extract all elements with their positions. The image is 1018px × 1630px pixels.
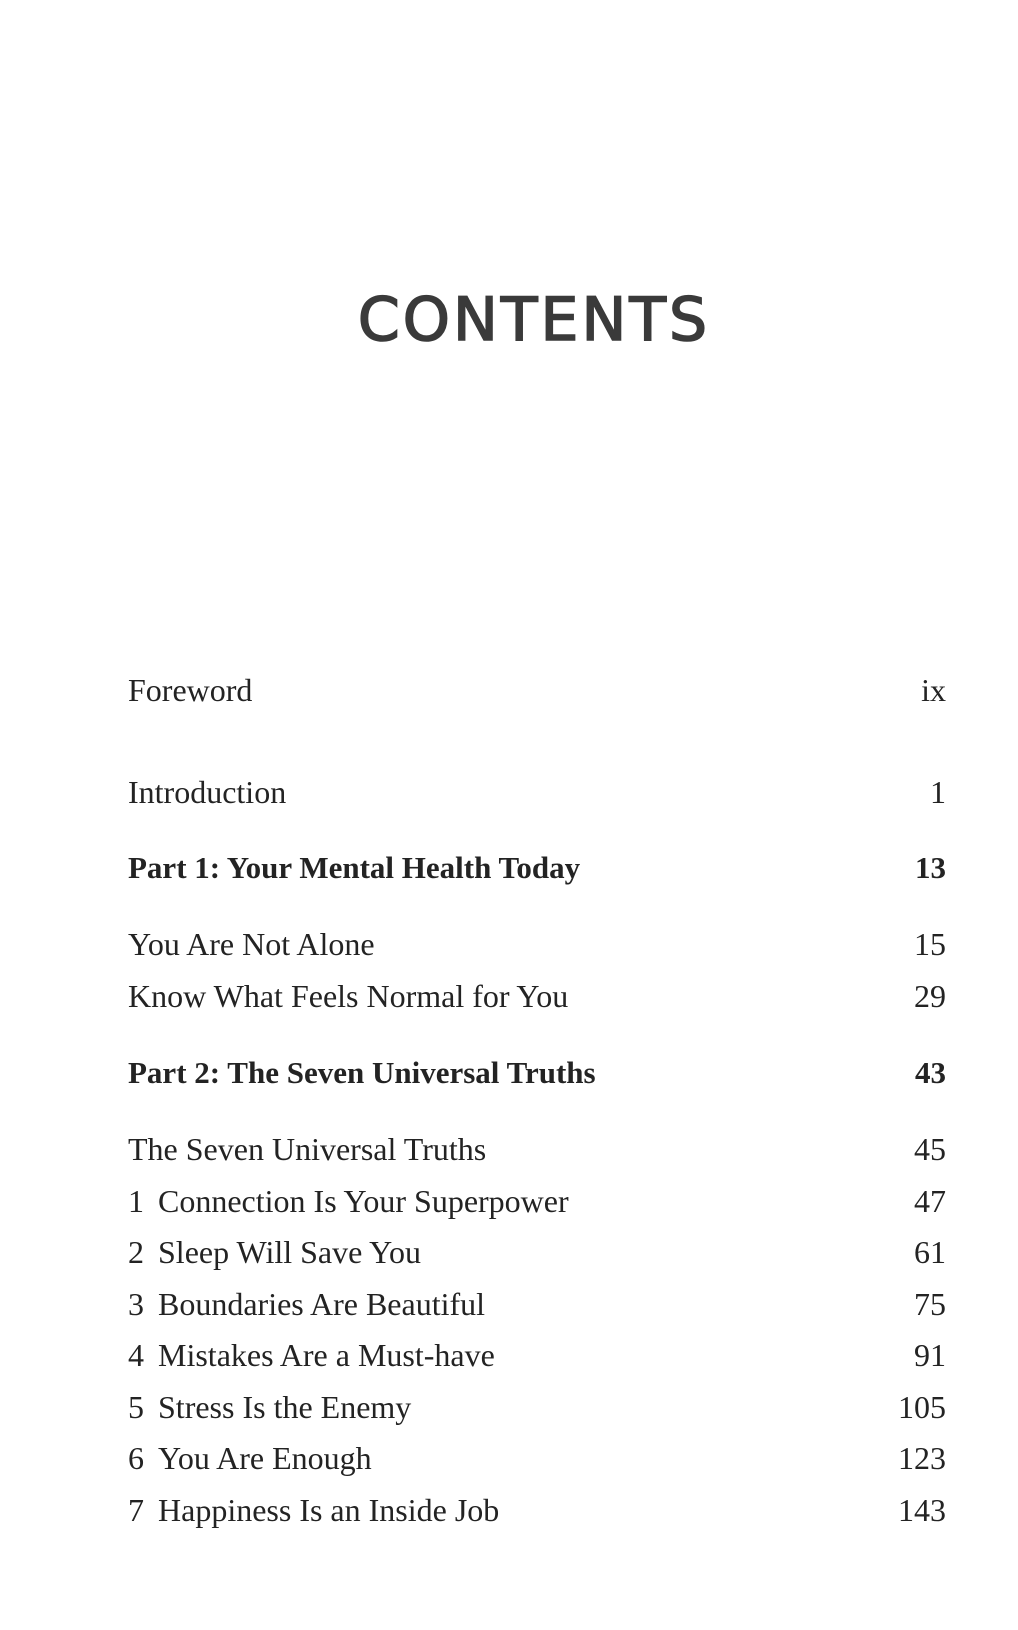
chapter-number: 7 bbox=[128, 1492, 144, 1528]
toc-entry bbox=[128, 976, 946, 1016]
chapter-number: 4 bbox=[128, 1337, 144, 1373]
toc-part-2 bbox=[128, 1053, 946, 1093]
toc-entry-page: 75 bbox=[914, 1286, 946, 1322]
toc-chapter bbox=[128, 1438, 946, 1478]
toc-part-1 bbox=[128, 848, 946, 888]
toc-entry-label: Stress Is the Enemy bbox=[158, 1389, 412, 1425]
toc-entry-page: 143 bbox=[898, 1492, 946, 1528]
toc-entry-label: The Seven Universal Truths bbox=[128, 1131, 487, 1167]
chapter-number: 2 bbox=[128, 1234, 144, 1270]
toc-chapter bbox=[128, 1232, 946, 1272]
table-of-contents bbox=[128, 0, 946, 1630]
toc-entry-label: Introduction bbox=[128, 774, 287, 810]
toc-entry-label: Sleep Will Save You bbox=[158, 1234, 422, 1270]
toc-entry-page: 1 bbox=[930, 774, 946, 810]
toc-entry-page: 15 bbox=[914, 926, 946, 962]
toc-entry-label: You Are Not Alone bbox=[128, 926, 375, 962]
chapter-number: 3 bbox=[128, 1286, 144, 1322]
toc-part-label: Part 1: Your Mental Health Today bbox=[128, 850, 581, 885]
toc-entry-label: Know What Feels Normal for You bbox=[128, 978, 569, 1014]
toc-entry bbox=[128, 1129, 946, 1169]
toc-entry bbox=[128, 924, 946, 964]
toc-chapter bbox=[128, 1387, 946, 1427]
toc-part-label: Part 2: The Seven Universal Truths bbox=[128, 1055, 596, 1090]
toc-entry-label: Boundaries Are Beautiful bbox=[158, 1286, 486, 1322]
toc-entry-introduction bbox=[128, 772, 946, 812]
chapter-number: 1 bbox=[128, 1183, 144, 1219]
toc-chapter bbox=[128, 1490, 946, 1530]
page-title: CONTENTS bbox=[357, 285, 711, 355]
toc-entry-label: Connection Is Your Superpower bbox=[158, 1183, 569, 1219]
chapter-number: 5 bbox=[128, 1389, 144, 1425]
toc-entry-page: 123 bbox=[898, 1440, 946, 1476]
toc-entry-page: 13 bbox=[915, 850, 946, 885]
toc-entry-page: 29 bbox=[914, 978, 946, 1014]
toc-chapter bbox=[128, 1335, 946, 1375]
toc-chapter bbox=[128, 1284, 946, 1324]
toc-entry-page: 45 bbox=[914, 1131, 946, 1167]
toc-entry-foreword bbox=[128, 670, 946, 710]
toc-entry-label: Mistakes Are a Must-have bbox=[158, 1337, 495, 1373]
chapter-number: 6 bbox=[128, 1440, 144, 1476]
toc-chapter bbox=[128, 1181, 946, 1221]
toc-entry-page: 43 bbox=[915, 1055, 946, 1090]
toc-entry-page: 91 bbox=[914, 1337, 946, 1373]
toc-entry-label: Foreword bbox=[128, 672, 253, 708]
toc-entry-label: You Are Enough bbox=[158, 1440, 372, 1476]
toc-entry-page: ix bbox=[921, 672, 946, 708]
toc-entry-page: 47 bbox=[914, 1183, 946, 1219]
toc-entry-label: Happiness Is an Inside Job bbox=[158, 1492, 500, 1528]
toc-entry-page: 105 bbox=[898, 1389, 946, 1425]
toc-entry-page: 61 bbox=[914, 1234, 946, 1270]
